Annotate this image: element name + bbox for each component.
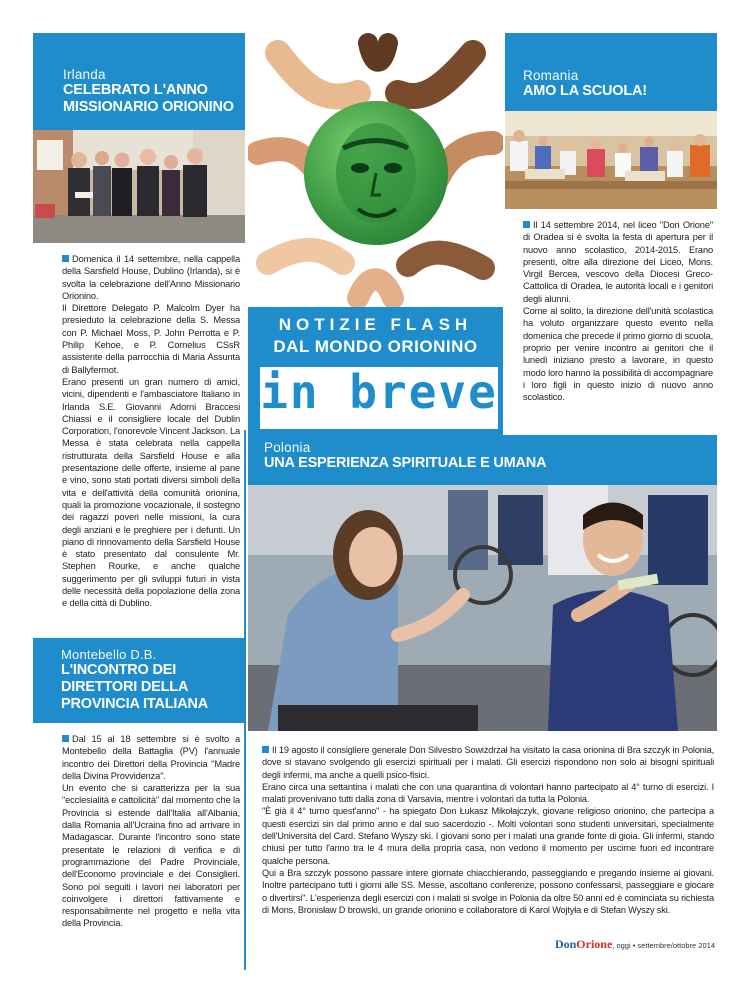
romania-paragraph: Il 14 settembre 2014, nel liceo "Don Orione" di Oradea si è svolta la festa di apertura per il nuovo anno scolastico, 2014-2015. Erano presenti, oltre alla direzione del Liceo, Mons. Virgil Bercea, vescovo della Diocesi Greco-Cattolica di Oradea, le autorità locali e i genitori degli alunni.	[523, 220, 713, 304]
polonia-body	[262, 744, 714, 916]
banner-line-1: NOTIZIE FLASH	[278, 315, 473, 334]
irlanda-header	[33, 33, 245, 130]
banner-line-2: DAL MONDO ORIONINO	[273, 337, 478, 356]
square-bullet-icon	[62, 735, 69, 742]
romania-header	[505, 33, 717, 111]
romania-photo	[505, 111, 717, 209]
irlanda-kicker: Irlanda	[63, 67, 106, 82]
polonia-header	[248, 435, 717, 485]
polonia-paragraph: "È già il 4° turno quest'anno" - ha spiegato Don Łukasz Mikołajczyk, giovane religioso orionino, che partecipa a questi esercizi sin dal primo anno e dal suo sacerdozio -. Molti volontari sono studenti universitari, specialmente dell'Università del Card. Stefano Wyszy ski. I giovani sono per i malati una grande fonte di gioia. Gli infermi, stando chiusi per tutto l'anno tra le 4 mura della propria casa, non vedono il momento per uscirne fuori ed incontrare qualche persona.	[262, 806, 714, 866]
montebello-paragraph: Dal 15 al 18 settembre si è svolto a Montebello della Battaglia (PV) l'annuale incontro dei Direttori della Provincia "Madre della Divina Provvidenza".	[62, 734, 240, 781]
montebello-paragraph: Un evento che si caratterizza per la sua "ecclesialità e cattolicità" dal momento che la Provincia si estende dall'Italia all'Albania, dalla Romania all'Ucraina fino ad arrivare in Madagascar. Durante l'incontro sono state presentate le relazioni di verifica e di programmazione del Padre Provinciale, dell'Economo provinciale e dei Consiglieri. Sono poi seguiti i lavori nei laboratori per coinvolgere i direttori fattivamente e responsabilmente nel progetto e nella vita della Provincia.	[62, 783, 240, 929]
page-footer	[440, 935, 715, 953]
romania-body	[523, 219, 713, 403]
polonia-paragraph: Il 19 agosto il consigliere generale Don Silvestro Sowiżdrzał ha visitato la casa orionina di Bra szczyk in Polonia, dove si stavano svolgendo gli esercizi spirituali per i malati. Gli esercizi rispondono non solo ai bisogni spirituali degli infermi, ma anche a quelli psico-fisici.	[262, 745, 714, 780]
montebello-body	[62, 733, 240, 930]
montebello-title-line-1: L'INCONTRO DEI	[61, 662, 177, 678]
romania-title-line-1: AMO LA SCUOLA!	[523, 83, 647, 99]
brand-orione: Orione	[576, 937, 613, 951]
montebello-header	[33, 638, 245, 723]
brand-don: Don	[554, 937, 577, 951]
column-divider-line	[244, 430, 246, 970]
montebello-title-line-2: DIRETTORI DELLA	[61, 679, 189, 695]
polonia-photo	[248, 485, 717, 731]
square-bullet-icon	[523, 221, 530, 228]
irlanda-title-line-2: MISSIONARIO ORIONINO	[63, 99, 234, 115]
irlanda-paragraph: Domenica il 14 settembre, nella cappella della Sarsfield House, Dublino (Irlanda), si è svolta la celebrazione dell'Anno Missionario Orionino.	[62, 254, 240, 301]
polonia-paragraph: Qui a Bra szczyk possono passare intere giornate chiacchierando, passeggiando e pregando insieme ai giovani. Inoltre partecipano tutti i giorni alle SS. Messe, ascoltano conferenze, possono confessarsi, passeggiare e giocare o divertirsi". L'esperienza degli esercizi con i malati si svolge in Polonia da oltre 50 anni ed è cominciata su richiesta di Mons. Bronisław D browski, un grande orionino e collaboratore di Karol Wojtyła e di Stefan Wyszy ski.	[262, 867, 714, 915]
footer-issue: , oggi • settembre/ottobre 2014	[612, 941, 715, 950]
polonia-paragraph: Erano circa una settantina i malati che con una quarantina di volontari hanno partecipato al 4° turno di esercizi. I malati provenivano tutti dalla zona di Varsavia, mentre i volontari da tutta la Polonia.	[262, 781, 714, 805]
in-breve-title: in breve	[260, 365, 498, 419]
irlanda-paragraph: Il Direttore Delegato P. Malcolm Dyer ha presieduto la celebrazione della S. Messa con P. Michael Moss, P. John Perrotta e P. Philip Kehoe, e P. Cornelius CSsR assistente della parrocchia di Maria Assunta di Ballyfermot.	[62, 303, 240, 375]
in-breve-banner	[248, 307, 503, 435]
hands-globe-image	[248, 33, 503, 307]
montebello-kicker: Montebello D.B.	[61, 647, 157, 662]
square-bullet-icon	[262, 746, 269, 753]
irlanda-paragraph: Erano presenti un gran numero di amici, vicini, dipendenti e l'ambasciatore Italiano in Irlanda S.E. Giovanni Adorni Braccesi Chiassi e il consigliere locale del Dublin Corporation, l'onorevole Vincent Jackson. La Messa è stata celebrata nella cappella ristrutturata della Sarsfield House e alla presentazione delle offerte, insieme al pane e vino, sono stati portati diversi simboli della vita e dell'attività della comunità orionina, quali la promozione vocazionale, il sostegno dei ragazzi poveri nelle missioni, la cura degli anziani e le preghiere per i defunti. Un piano di rinnovamento della Sarsfield House è stato presentato dal consulente Mr. Stephen Rourke, e anche qualche suggerimento per gli sviluppi futuri in vista delle necessità della popolazione della zona e della città di Dublino.	[62, 376, 240, 609]
irlanda-title-line-1: CELEBRATO L'ANNO	[63, 82, 208, 98]
romania-paragraph: Come al solito, la direzione dell'unità scolastica ha voluto organizzare questo evento nella domenica che precede il primo giorno di scuola, proprio per venire incontro ai genitori che il lunedì iniziano presto a lavorare, in questo modo loro hanno la possibilità di accompagnare i loro figli in questo inizio di nuovo anno scolastico.	[523, 306, 714, 403]
irlanda-photo	[33, 130, 245, 243]
square-bullet-icon	[62, 255, 69, 262]
romania-kicker: Romania	[523, 68, 579, 83]
montebello-title-line-3: PROVINCIA ITALIANA	[61, 696, 209, 712]
polonia-title-line-1: UNA ESPERIENZA SPIRITUALE E UMANA	[264, 455, 547, 471]
polonia-kicker: Polonia	[264, 440, 311, 455]
irlanda-body	[62, 253, 240, 610]
